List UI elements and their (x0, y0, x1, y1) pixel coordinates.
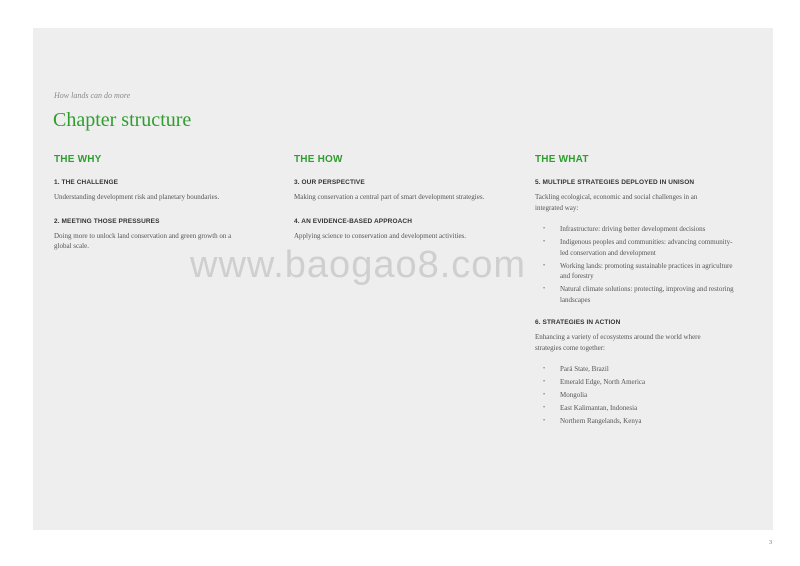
list-item: • Mongolia (535, 390, 740, 401)
list-item: • Working lands: promoting sustainable practices in agriculture and forestry (535, 261, 740, 282)
column-heading: THE HOW (294, 154, 343, 165)
section-title: 2. MEETING THOSE PRESSURES (54, 217, 160, 225)
list-item: • Infrastructure: driving better development decisions (535, 224, 740, 235)
section-text: Understanding development risk and planetary boundaries. (54, 193, 220, 201)
column-heading: THE WHAT (535, 154, 589, 165)
section-title: 1. THE CHALLENGE (54, 179, 119, 186)
eyebrow-label: How lands can do more (54, 91, 131, 100)
column-what (535, 154, 740, 441)
section-title: 5. MULTIPLE STRATEGIES DEPLOYED IN UNISON (535, 179, 695, 186)
section-text: Enhancing a variety of ecosystems around the world where strategies come together: (535, 333, 701, 352)
bullet-list (535, 364, 740, 427)
page-number: 3 (769, 540, 772, 546)
column-heading: THE WHY (54, 154, 102, 165)
list-item: • Pará State, Brazil (535, 364, 740, 375)
section-title: 4. AN EVIDENCE-BASED APPROACH (294, 217, 412, 225)
list-item: • Natural climate solutions: protecting, improving and restoring landscapes (535, 284, 740, 305)
column-how (294, 154, 504, 256)
section-text: Tackling ecological, economic and social challenges in an integrated way: (535, 193, 698, 212)
page-title: Chapter structure (53, 109, 192, 131)
section-title: 6. STRATEGIES IN ACTION (535, 319, 621, 326)
watermark: www.baogao8.com (190, 244, 527, 286)
section-text: Doing more to unlock land conservation and green growth on a global scale. (54, 231, 232, 250)
bullet-list (535, 224, 740, 305)
section-text: Making conservation a central part of smart development strategies. (294, 193, 485, 201)
section-title: 3. OUR PERSPECTIVE (294, 179, 365, 186)
list-item: • Northern Rangelands, Kenya (535, 416, 740, 427)
list-item: • East Kalimantan, Indonesia (535, 403, 740, 414)
list-item: • Indigenous peoples and communities: advancing community-led conservation and development (535, 237, 740, 258)
section-text: Applying science to conservation and development activities. (294, 231, 467, 240)
list-item: • Emerald Edge, North America (535, 377, 740, 388)
